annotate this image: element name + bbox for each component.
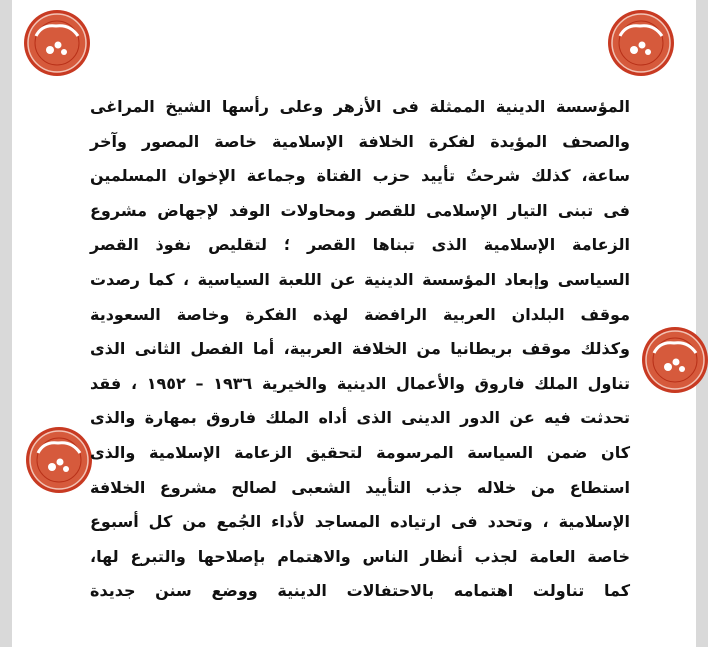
- watermark-logo: [640, 325, 708, 395]
- text-line: كما تناولت اهتمامه بالاحتفالات الدينية ووضع سنن جديدة: [90, 581, 630, 601]
- text-line: تناول الملك فاروق والأعمال الدينية والخيرية ١٩٣٦ – ١٩٥٢ ، فقد: [90, 373, 630, 393]
- history-logo-icon: [640, 325, 708, 395]
- history-logo-icon: [606, 8, 676, 78]
- text-line: السياسى وإبعاد المؤسسة الدينية عن اللعبة السياسية ، كما رصدت: [90, 269, 630, 289]
- history-logo-icon: [24, 425, 94, 495]
- text-line: ساعة، كذلك شرحتُ تأييد حزب الفتاة وجماعة الإخوان المسلمين: [90, 166, 630, 186]
- watermark-logo: [24, 425, 94, 495]
- text-line: تحدثت فيه عن الدور الدينى الذى أداه الملك فاروق بمهارة والذى: [90, 408, 630, 428]
- text-line: استطاع من خلاله جذب التأييد الشعبى لصالح مشروع الخلافة: [90, 477, 630, 497]
- text-line: الزعامة الإسلامية الذى تبناها القصر ؛ لتقليص نفوذ القصر: [90, 235, 630, 255]
- body-text: [90, 90, 630, 609]
- text-line: موقف البلدان العربية الرافضة لهذه الفكرة وخاصة السعودية: [90, 304, 630, 324]
- document-page: [12, 0, 696, 647]
- text-line: كان ضمن السياسة المرسومة لتحقيق الزعامة الإسلامية والذى: [90, 442, 630, 462]
- text-line: والصحف المؤيدة لفكرة الخلافة الإسلامية خاصة المصور وآخر: [90, 131, 630, 151]
- watermark-logo: [606, 8, 676, 78]
- text-line: فى تبنى التيار الإسلامى للقصر ومحاولات الوفد لإجهاض مشروع: [90, 200, 630, 220]
- watermark-logo: [22, 8, 92, 78]
- text-line: المؤسسة الدينية الممثلة فى الأزهر وعلى رأسها الشيخ المراغى: [90, 97, 630, 116]
- text-line: الإسلامية ، وتحدد فى ارتياده المساجد لأداء الجُمع من كل أسبوع: [90, 512, 630, 532]
- text-line: خاصة العامة لجذب أنظار الناس والاهتمام بإصلاحها والتبرع لها،: [90, 546, 630, 566]
- text-line: وكذلك موقف بريطانيا من الخلافة العربية، أما الفصل الثانى الذى: [90, 339, 630, 359]
- history-logo-icon: [22, 8, 92, 78]
